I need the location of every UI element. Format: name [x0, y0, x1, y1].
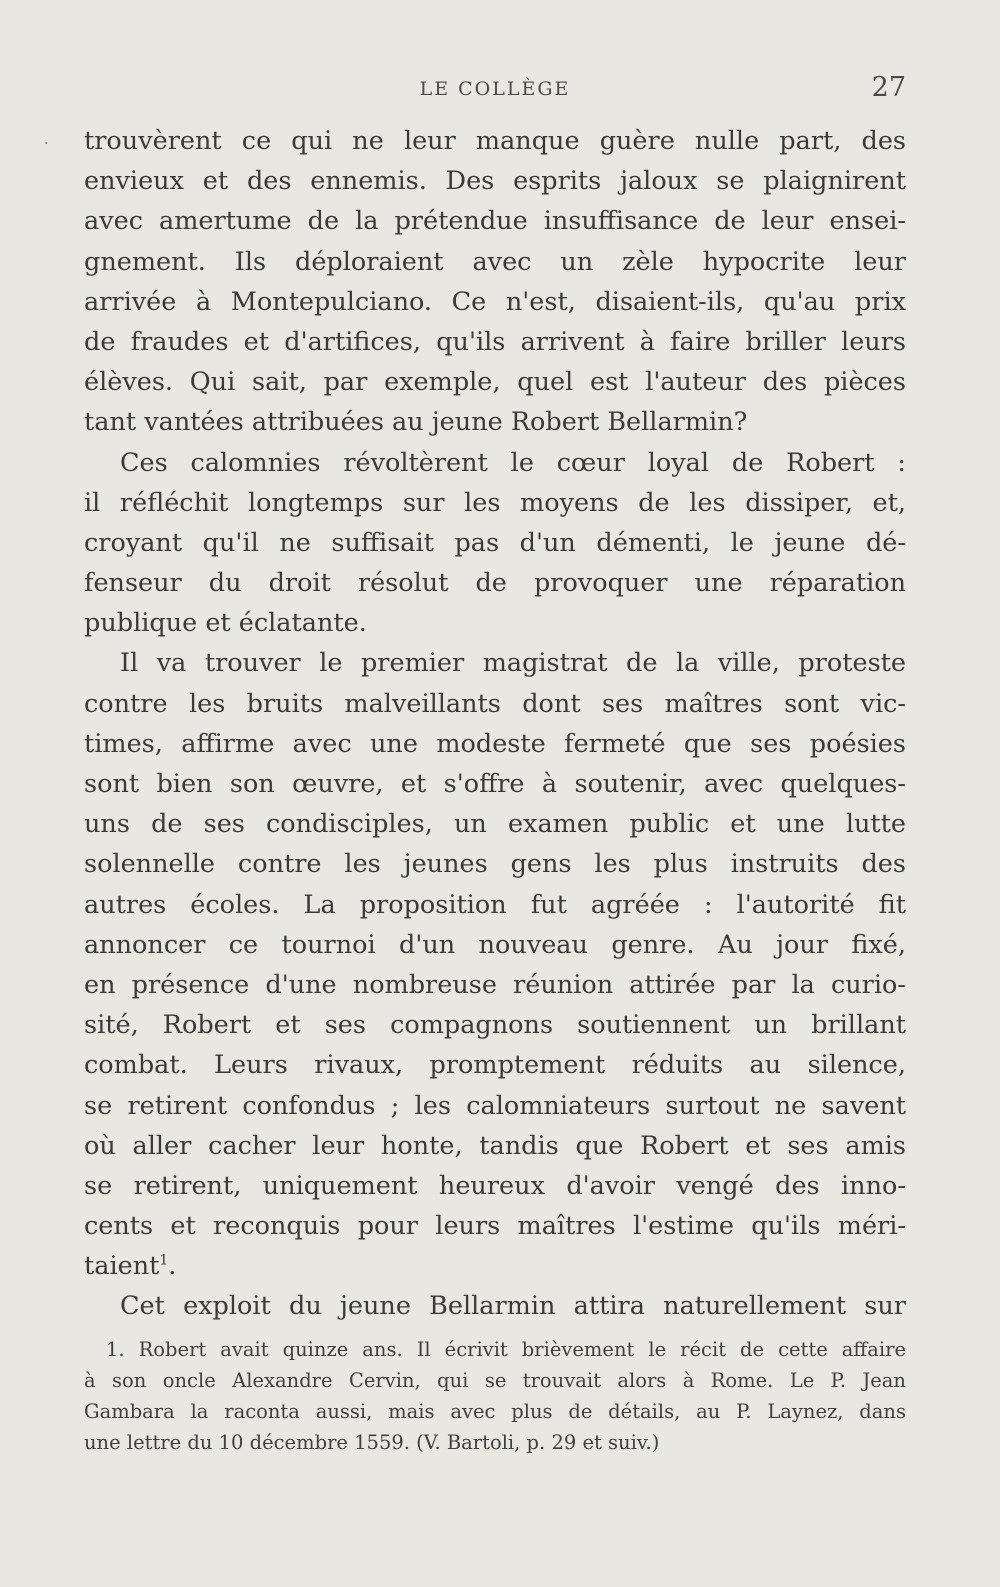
paragraph-first-line: Ces calomnies révoltèrent le cœur loyal de Robert : [120, 447, 906, 478]
text-line: publique et éclatante. [84, 608, 367, 639]
text-line: tant vantées attribuées au jeune Robert Bellarmin? [84, 407, 748, 438]
text-line: où aller cacher leur honte, tandis que Robert et ses amis [84, 1130, 906, 1161]
running-title: LE COLLÈGE [419, 78, 571, 100]
text-line: cents et reconquis pour leurs maîtres l'estime qu'ils méri- [84, 1211, 906, 1242]
text-line: uns de ses condisciples, un examen public et une lutte [84, 809, 906, 840]
text-line: en présence d'une nombreuse réunion attirée par la curio- [84, 969, 906, 1000]
text-line: avec amertume de la prétendue insuffisance de leur ensei- [84, 206, 906, 237]
text-line-with-footnote-ref: taient$^1$. [84, 1251, 177, 1282]
paragraph-first-line: Il va trouver le premier magistrat de la ville, proteste [120, 648, 906, 679]
text-line: élèves. Qui sait, par exemple, quel est l'auteur des pièces [84, 367, 906, 398]
text-line: solennelle contre les jeunes gens les plus instruits des [84, 849, 906, 880]
footnote-reference: 1 [159, 1252, 169, 1269]
text-line: il réfléchit longtemps sur les moyens de les dissiper, et, [84, 487, 906, 518]
paragraph-first-line: Cet exploit du jeune Bellarmin attira naturellement sur [120, 1291, 906, 1322]
footnote-line: Gambara la raconta aussi, mais avec plus de détails, au P. Laynez, dans [84, 1400, 906, 1423]
text-line: se retirent confondus ; les calomniateurs surtout ne savent [84, 1090, 906, 1121]
text-line: times, affirme avec une modeste fermeté que ses poésies [84, 728, 906, 759]
text-line: de fraudes et d'artifices, qu'ils arrivent à faire briller leurs [84, 326, 906, 357]
text-line: trouvèrent ce qui ne leur manque guère nulle part, des [84, 126, 906, 156]
text-line: sont bien son œuvre, et s'offre à soutenir, avec quelques- [84, 769, 906, 799]
text-line: croyant qu'il ne suffisait pas d'un démenti, le jeune dé- [84, 527, 906, 558]
text-line: arrivée à Montepulciano. Ce n'est, disaient-ils, qu'au prix [84, 286, 906, 317]
text-line: annoncer ce tournoi d'un nouveau genre. Au jour fixé, [84, 929, 906, 960]
text-fragment: taient [84, 1251, 160, 1282]
footnotes [84, 1334, 906, 1458]
text-line: contre les bruits malveillants dont ses maîtres sont vic- [84, 688, 906, 719]
running-head [84, 72, 906, 106]
text-line: gnement. Ils déploraient avec un zèle hypocrite leur [84, 246, 906, 277]
footnote-line: une lettre du 10 décembre 1559. (V. Bartoli, p. 29 et suiv.) [84, 1431, 660, 1454]
text-line: combat. Leurs rivaux, promptement réduits au silence, [84, 1050, 906, 1081]
text-line: fenseur du droit résolut de provoquer une réparation [84, 568, 906, 599]
body-text [84, 121, 906, 1327]
footnote-line: 1. Robert avait quinze ans. Il écrivit brièvement le récit de cette affaire [106, 1338, 906, 1361]
text-line: autres écoles. La proposition fut agréée : l'autorité fit [84, 889, 906, 920]
text-line: sité, Robert et ses compagnons soutiennent un brillant [84, 1010, 906, 1041]
text-line: se retirent, uniquement heureux d'avoir vengé des inno- [84, 1170, 906, 1201]
page-number: 27 [871, 72, 906, 103]
footnote-line: à son oncle Alexandre Cervin, qui se trouvait alors à Rome. Le P. Jean [84, 1369, 906, 1392]
margin-mark: · [44, 136, 49, 152]
text-line: envieux et des ennemis. Des esprits jaloux se plaignirent [84, 166, 906, 197]
